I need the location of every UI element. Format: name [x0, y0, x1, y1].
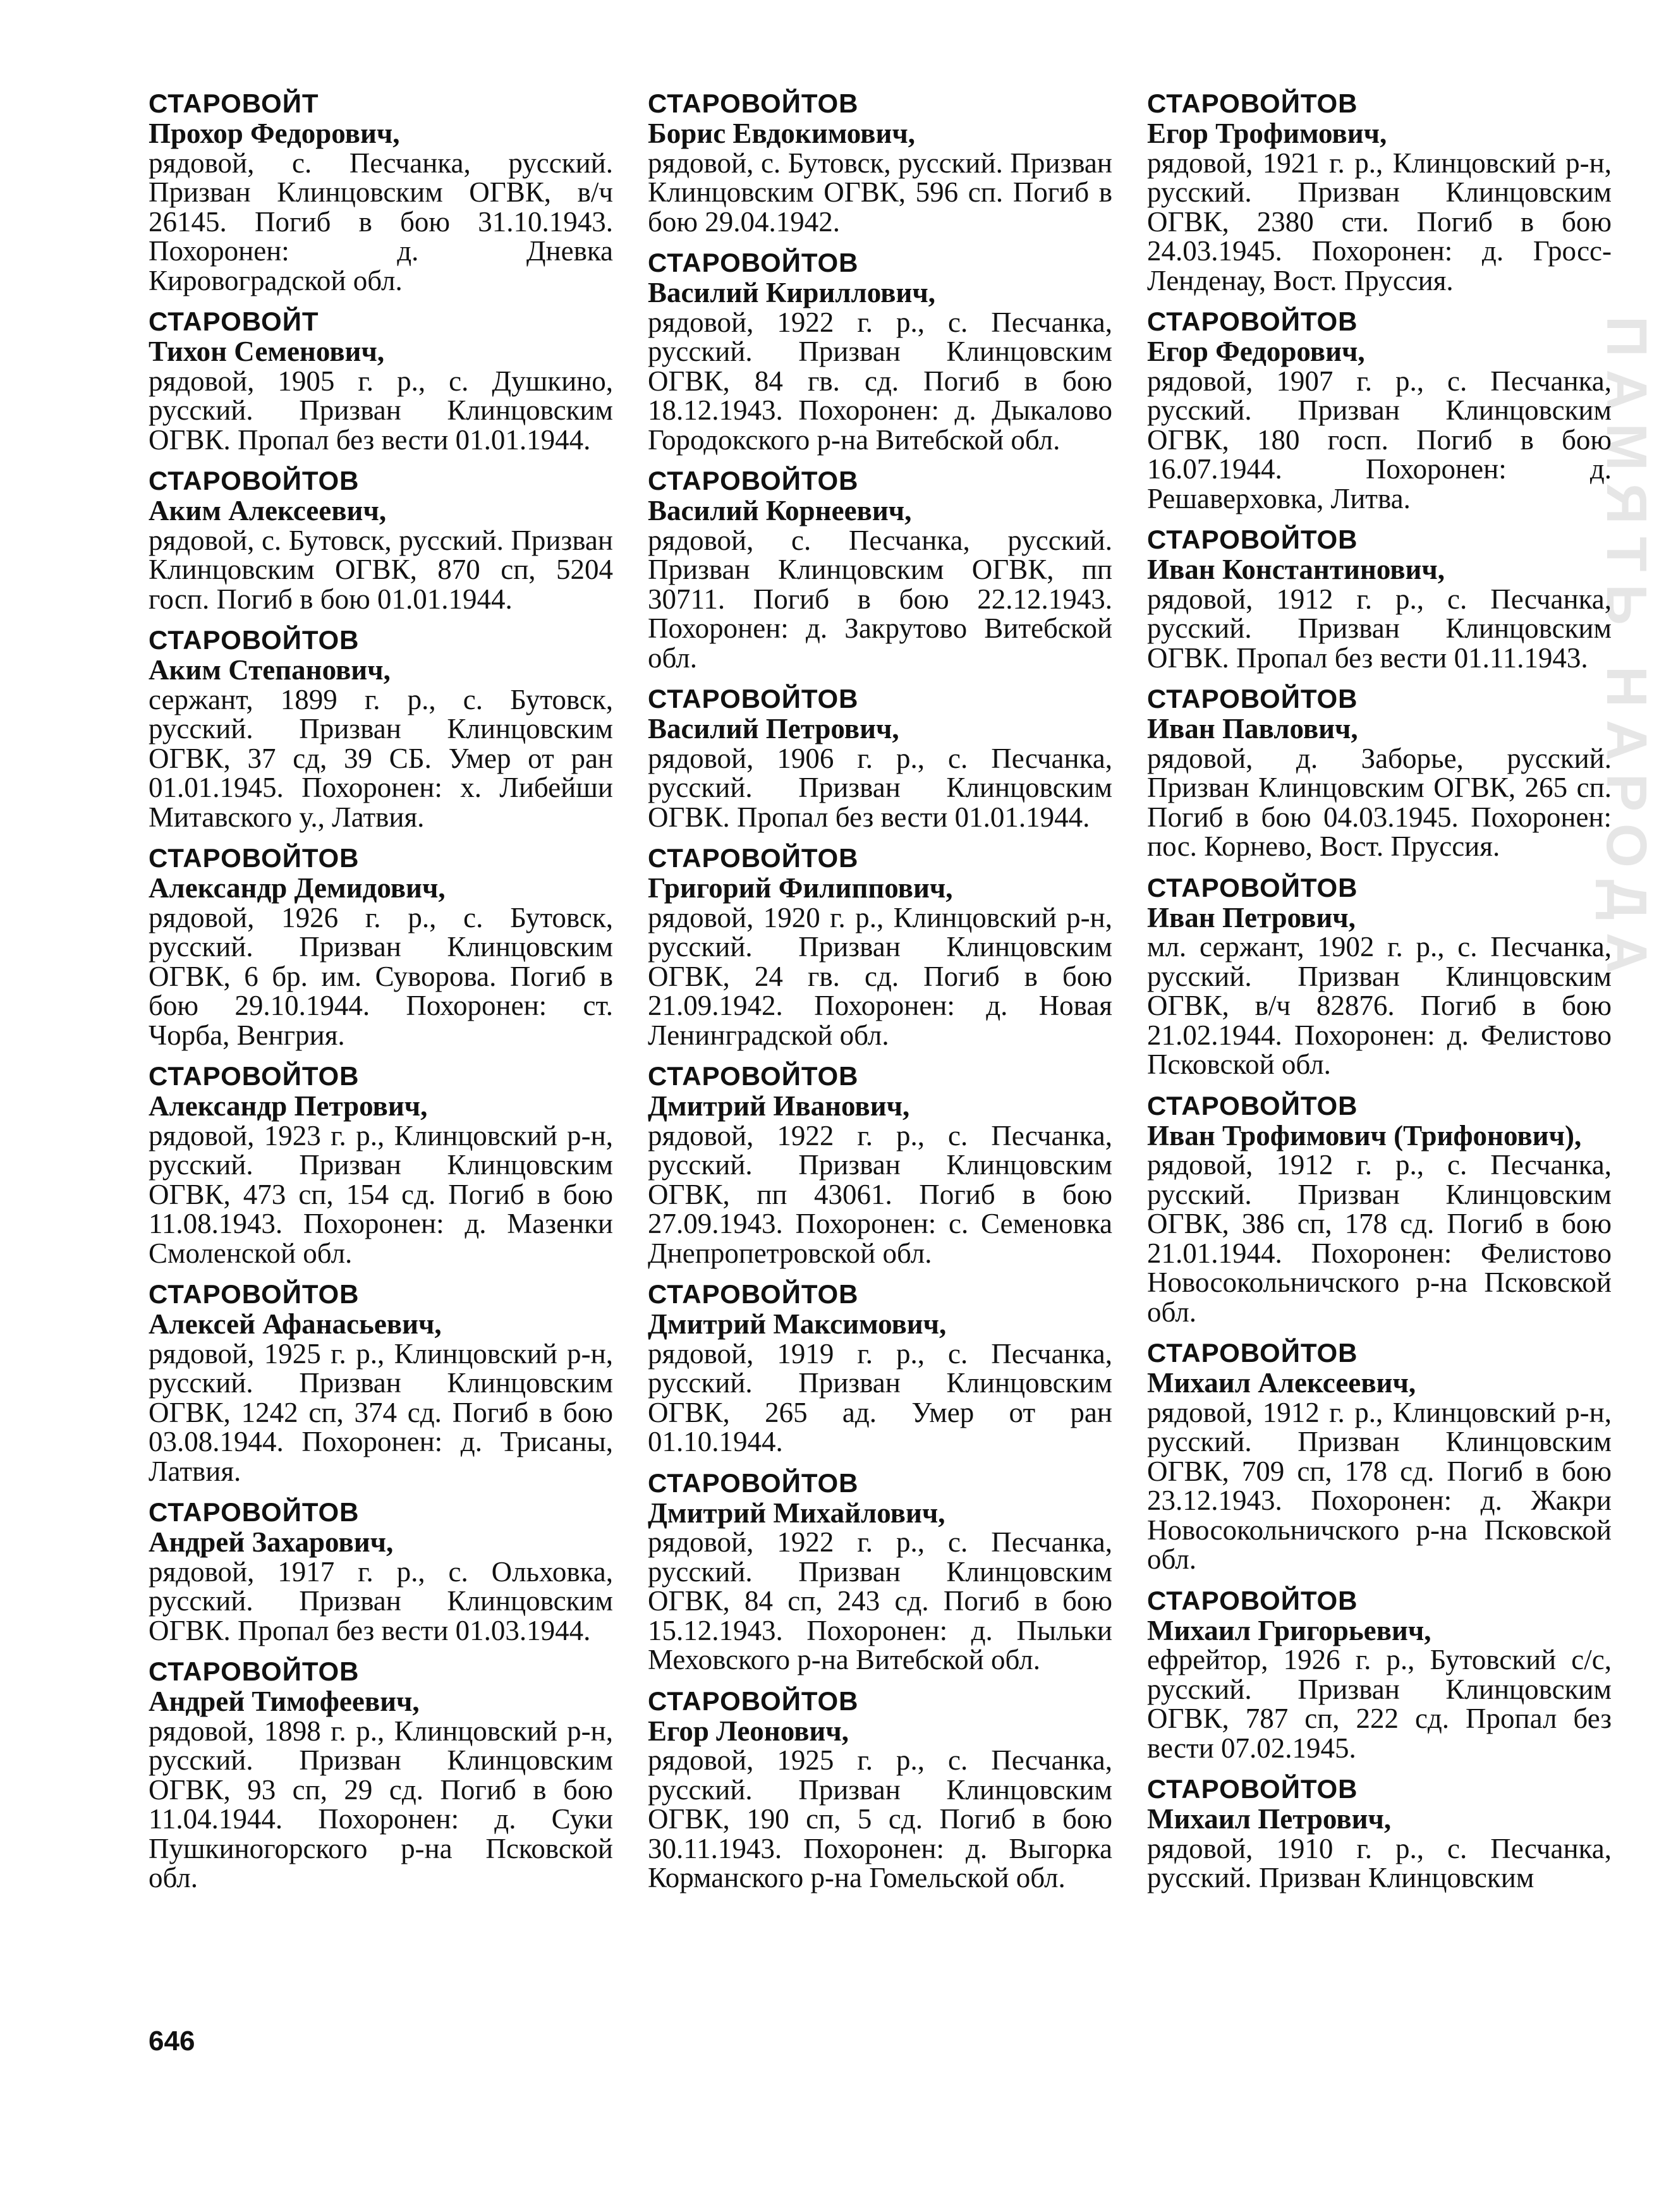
entry-surname: СТАРОВОЙТОВ	[1147, 1090, 1358, 1121]
list-item	[1147, 88, 1612, 295]
column-3	[1147, 88, 1612, 1904]
entry-description: рядовой, 1910 г. р., с. Песчанка, русский. Призван Клинцовским	[1147, 1832, 1612, 1893]
entry-given-name: Иван Трофимович (Трифонович),	[1147, 1119, 1582, 1152]
entry-given-name: Дмитрий Иванович,	[648, 1090, 910, 1122]
entry-description: рядовой, 1919 г. р., с. Песчанка, русский. Призван Клинцовским ОГВК, 265 ад. Умер от ран 01.10.1944.	[648, 1337, 1112, 1457]
entry-surname: СТАРОВОЙТОВ	[149, 466, 360, 495]
entry-given-name: Иван Константинович,	[1147, 554, 1445, 585]
entry-surname: СТАРОВОЙТОВ	[1147, 1585, 1358, 1615]
list-item	[1147, 525, 1612, 672]
list-item	[648, 1686, 1112, 1893]
entry-given-name: Аким Степанович,	[149, 654, 391, 686]
entry-surname: СТАРОВОЙТОВ	[1147, 1774, 1358, 1804]
entry-given-name: Андрей Захарович,	[149, 1526, 394, 1558]
entry-surname: СТАРОВОЙТОВ	[648, 1279, 859, 1309]
list-item	[149, 625, 613, 832]
list-item	[648, 1279, 1112, 1457]
entry-surname: СТАРОВОЙТ	[149, 88, 319, 118]
entry-surname: СТАРОВОЙТОВ	[1147, 525, 1358, 554]
list-item	[648, 843, 1112, 1050]
entry-given-name: Василий Петрович,	[648, 713, 899, 744]
entry-description: рядовой, 1906 г. р., с. Песчанка, русский. Призван Клинцовским ОГВК. Пропал без вести 01.01.1944.	[648, 742, 1112, 833]
list-item	[1147, 1091, 1612, 1327]
entry-description: ефрейтор, 1926 г. р., Бутовский с/с, русский. Призван Клинцовским ОГВК, 787 сп, 222 сд. Пропал без вести 07.02.1945.	[1147, 1644, 1612, 1764]
list-item	[1147, 873, 1612, 1079]
entry-given-name: Григорий Филиппович,	[648, 872, 953, 904]
entry-description: сержант, 1899 г. р., с. Бутовск, русский. Призван Клинцовским ОГВК, 37 сд, 39 СБ. Умер от ран 01.01.1945. Похоронен: х. Либейши Митавского у., Латвия.	[149, 683, 613, 833]
entry-given-name: Егор Трофимович,	[1147, 118, 1387, 149]
entry-surname: СТАРОВОЙТОВ	[1147, 684, 1358, 714]
entry-given-name: Андрей Тимофеевич,	[149, 1686, 420, 1717]
entry-description: рядовой, 1907 г. р., с. Песчанка, русский. Призван Клинцовским ОГВК, 180 госп. Погиб в бою 16.07.1944. Похоронен: д. Решаверховка, Литва.	[1147, 365, 1612, 514]
entry-surname: СТАРОВОЙТОВ	[149, 843, 360, 873]
entry-description: рядовой, 1917 г. р., с. Ольховка, русский. Призван Клинцовским ОГВК. Пропал без вести 01.03.1944.	[149, 1555, 613, 1646]
list-item	[648, 466, 1112, 672]
entry-description: рядовой, 1922 г. р., с. Песчанка, русский. Призван Клинцовским ОГВК, 84 гв. сд. Погиб в бою 18.12.1943. Похоронен: д. Дыкалово Городокского р-на Витебской обл.	[648, 306, 1112, 456]
entry-description: рядовой, с. Бутовск, русский. Призван Клинцовским ОГВК, 596 сп. Погиб в бою 29.04.1942.	[648, 147, 1112, 238]
entry-given-name: Иван Павлович,	[1147, 713, 1358, 744]
entry-surname: СТАРОВОЙТОВ	[648, 1061, 859, 1091]
list-item	[648, 1468, 1112, 1675]
entry-description: рядовой, 1905 г. р., с. Душкино, русский. Призван Клинцовским ОГВК. Пропал без вести 01.01.1944.	[149, 365, 613, 456]
entry-given-name: Алексей Афанасьевич,	[149, 1308, 442, 1340]
entry-given-name: Прохор Федорович,	[149, 118, 400, 149]
entry-description: рядовой, 1925 г. р., с. Песчанка, русский. Призван Клинцовским ОГВК, 190 сп, 5 сд. Погиб в бою 30.11.1943. Похоронен: д. Выгорка Корманского р-на Гомельской обл.	[648, 1744, 1112, 1893]
entry-given-name: Дмитрий Максимович,	[648, 1308, 947, 1340]
entry-surname: СТАРОВОЙТОВ	[648, 843, 859, 873]
entry-surname: СТАРОВОЙТОВ	[648, 248, 859, 277]
entry-surname: СТАРОВОЙТОВ	[1147, 872, 1358, 902]
list-item	[648, 248, 1112, 454]
list-item	[648, 684, 1112, 832]
entry-surname: СТАРОВОЙТОВ	[149, 1497, 360, 1527]
entry-surname: СТАРОВОЙТ	[149, 307, 319, 336]
page-number: 646	[149, 2026, 195, 2057]
list-item	[1147, 1774, 1612, 1893]
list-item	[149, 1061, 613, 1268]
list-item	[648, 1061, 1112, 1268]
entry-given-name: Егор Федорович,	[1147, 336, 1365, 367]
entry-surname: СТАРОВОЙТОВ	[1147, 307, 1358, 336]
entry-description: рядовой, 1926 г. р., с. Бутовск, русский. Призван Клинцовским ОГВК, 6 бр. им. Суворова. Погиб в бою 29.10.1944. Похоронен: ст. Чорба, Венгрия.	[149, 901, 613, 1051]
entry-description: рядовой, 1922 г. р., с. Песчанка, русский. Призван Клинцовским ОГВК, 84 сп, 243 сд. Погиб в бою 15.12.1943. Похоронен: д. Пыльки Меховского р-на Витебской обл.	[648, 1526, 1112, 1675]
list-item	[149, 466, 613, 614]
entry-description: рядовой, с. Песчанка, русский. Призван Клинцовским ОГВК, пп 30711. Погиб в бою 22.12.1943. Похоронен: д. Закрутово Витебской обл.	[648, 524, 1112, 674]
entry-description: рядовой, д. Заборье, русский. Призван Клинцовским ОГВК, 265 сп. Погиб в бою 04.03.1945. Похоронен: пос. Корнево, Вост. Пруссия.	[1147, 742, 1612, 862]
entry-description: рядовой, с. Песчанка, русский. Призван Клинцовским ОГВК, в/ч 26145. Погиб в бою 31.10.1943. Похоронен: д. Дневка Кировоградской обл.	[149, 147, 613, 296]
entry-surname: СТАРОВОЙТОВ	[648, 88, 859, 118]
entry-description: рядовой, 1898 г. р., Клинцовский р-н, русский. Призван Клинцовским ОГВК, 93 сп, 29 сд. Погиб в бою 11.04.1944. Похоронен: д. Суки Пушкиногорского р-на Псковской обл.	[149, 1715, 613, 1893]
entry-given-name: Александр Петрович,	[149, 1090, 428, 1122]
entry-given-name: Аким Алексеевич,	[149, 495, 387, 526]
entry-given-name: Борис Евдокимович,	[648, 118, 916, 149]
list-item	[149, 307, 613, 454]
entry-given-name: Александр Демидович,	[149, 872, 446, 904]
entry-description: рядовой, 1925 г. р., Клинцовский р-н, русский. Призван Клинцовским ОГВК, 1242 сп, 374 сд. Погиб в бою 03.08.1944. Похоронен: д. Трисаны, Латвия.	[149, 1337, 613, 1487]
entry-surname: СТАРОВОЙТОВ	[648, 466, 859, 495]
entry-given-name: Егор Леонович,	[648, 1715, 849, 1747]
list-item	[149, 1656, 613, 1893]
entry-description: рядовой, 1920 г. р., Клинцовский р-н, русский. Призван Клинцовским ОГВК, 24 гв. сд. Погиб в бою 21.09.1942. Похоронен: д. Новая Ленинградской обл.	[648, 901, 1112, 1051]
entry-given-name: Василий Кириллович,	[648, 277, 936, 308]
list-item	[648, 88, 1112, 236]
list-item	[149, 1497, 613, 1645]
entry-given-name: Михаил Григорьевич,	[1147, 1614, 1431, 1646]
list-item	[149, 843, 613, 1050]
entry-surname: СТАРОВОЙТОВ	[1147, 88, 1358, 118]
entry-description: мл. сержант, 1902 г. р., с. Песчанка, русский. Призван Клинцовским ОГВК, в/ч 82876. Погиб в бою 21.02.1944. Похоронен: д. Фелистово Псковской обл.	[1147, 931, 1612, 1080]
entry-given-name: Дмитрий Михайлович,	[648, 1497, 945, 1529]
entry-surname: СТАРОВОЙТОВ	[648, 684, 859, 714]
entry-surname: СТАРОВОЙТОВ	[648, 1686, 859, 1716]
watermark: ПАМЯТЬ НАРОДА	[1595, 316, 1658, 987]
entry-surname: СТАРОВОЙТОВ	[1147, 1338, 1358, 1368]
entry-description: рядовой, 1923 г. р., Клинцовский р-н, русский. Призван Клинцовским ОГВК, 473 сп, 154 сд. Погиб в бою 11.08.1943. Похоронен: д. Мазенки Смоленской обл.	[149, 1119, 613, 1269]
list-item	[1147, 1586, 1612, 1763]
entry-description: рядовой, с. Бутовск, русский. Призван Клинцовским ОГВК, 870 сп, 5204 госп. Погиб в бою 01.01.1944.	[149, 524, 613, 615]
column-2	[648, 88, 1112, 1904]
entry-given-name: Иван Петрович,	[1147, 901, 1356, 933]
entry-description: рядовой, 1912 г. р., с. Песчанка, русский. Призван Клинцовским ОГВК. Пропал без вести 01.11.1943.	[1147, 583, 1612, 674]
entry-surname: СТАРОВОЙТОВ	[648, 1468, 859, 1498]
column-1	[149, 88, 613, 1904]
entry-surname: СТАРОВОЙТОВ	[149, 625, 360, 655]
entry-given-name: Василий Корнеевич,	[648, 495, 912, 526]
entry-given-name: Михаил Алексеевич,	[1147, 1367, 1416, 1399]
list-item	[1147, 1338, 1612, 1574]
list-item	[1147, 307, 1612, 513]
entry-surname: СТАРОВОЙТОВ	[149, 1656, 360, 1686]
entry-description: рядовой, 1922 г. р., с. Песчанка, русский. Призван Клинцовским ОГВК, пп 43061. Погиб в бою 27.09.1943. Похоронен: с. Семеновка Днепропетровской обл.	[648, 1119, 1112, 1269]
entry-given-name: Михаил Петрович,	[1147, 1803, 1392, 1835]
entry-description: рядовой, 1912 г. р., с. Песчанка, русский. Призван Клинцовским ОГВК, 386 сп, 178 сд. Погиб в бою 21.01.1944. Похоронен: Фелистово Новосокольничского р-на Псковской обл.	[1147, 1149, 1612, 1328]
entry-surname: СТАРОВОЙТОВ	[149, 1279, 360, 1309]
list-item	[149, 88, 613, 295]
entry-given-name: Тихон Семенович,	[149, 336, 385, 367]
list-item	[149, 1279, 613, 1486]
list-item	[1147, 684, 1612, 861]
entry-description: рядовой, 1912 г. р., Клинцовский р-н, русский. Призван Клинцовским ОГВК, 709 сп, 178 сд. Погиб в бою 23.12.1943. Похоронен: д. Жакри Новосокольничского р-на Псковской обл.	[1147, 1396, 1612, 1575]
entry-description: рядовой, 1921 г. р., Клинцовский р-н, русский. Призван Клинцовским ОГВК, 2380 сти. Погиб в бою 24.03.1945. Похоронен: д. Гросс-Ленденау, Вост. Пруссия.	[1147, 147, 1612, 296]
entry-surname: СТАРОВОЙТОВ	[149, 1061, 360, 1091]
